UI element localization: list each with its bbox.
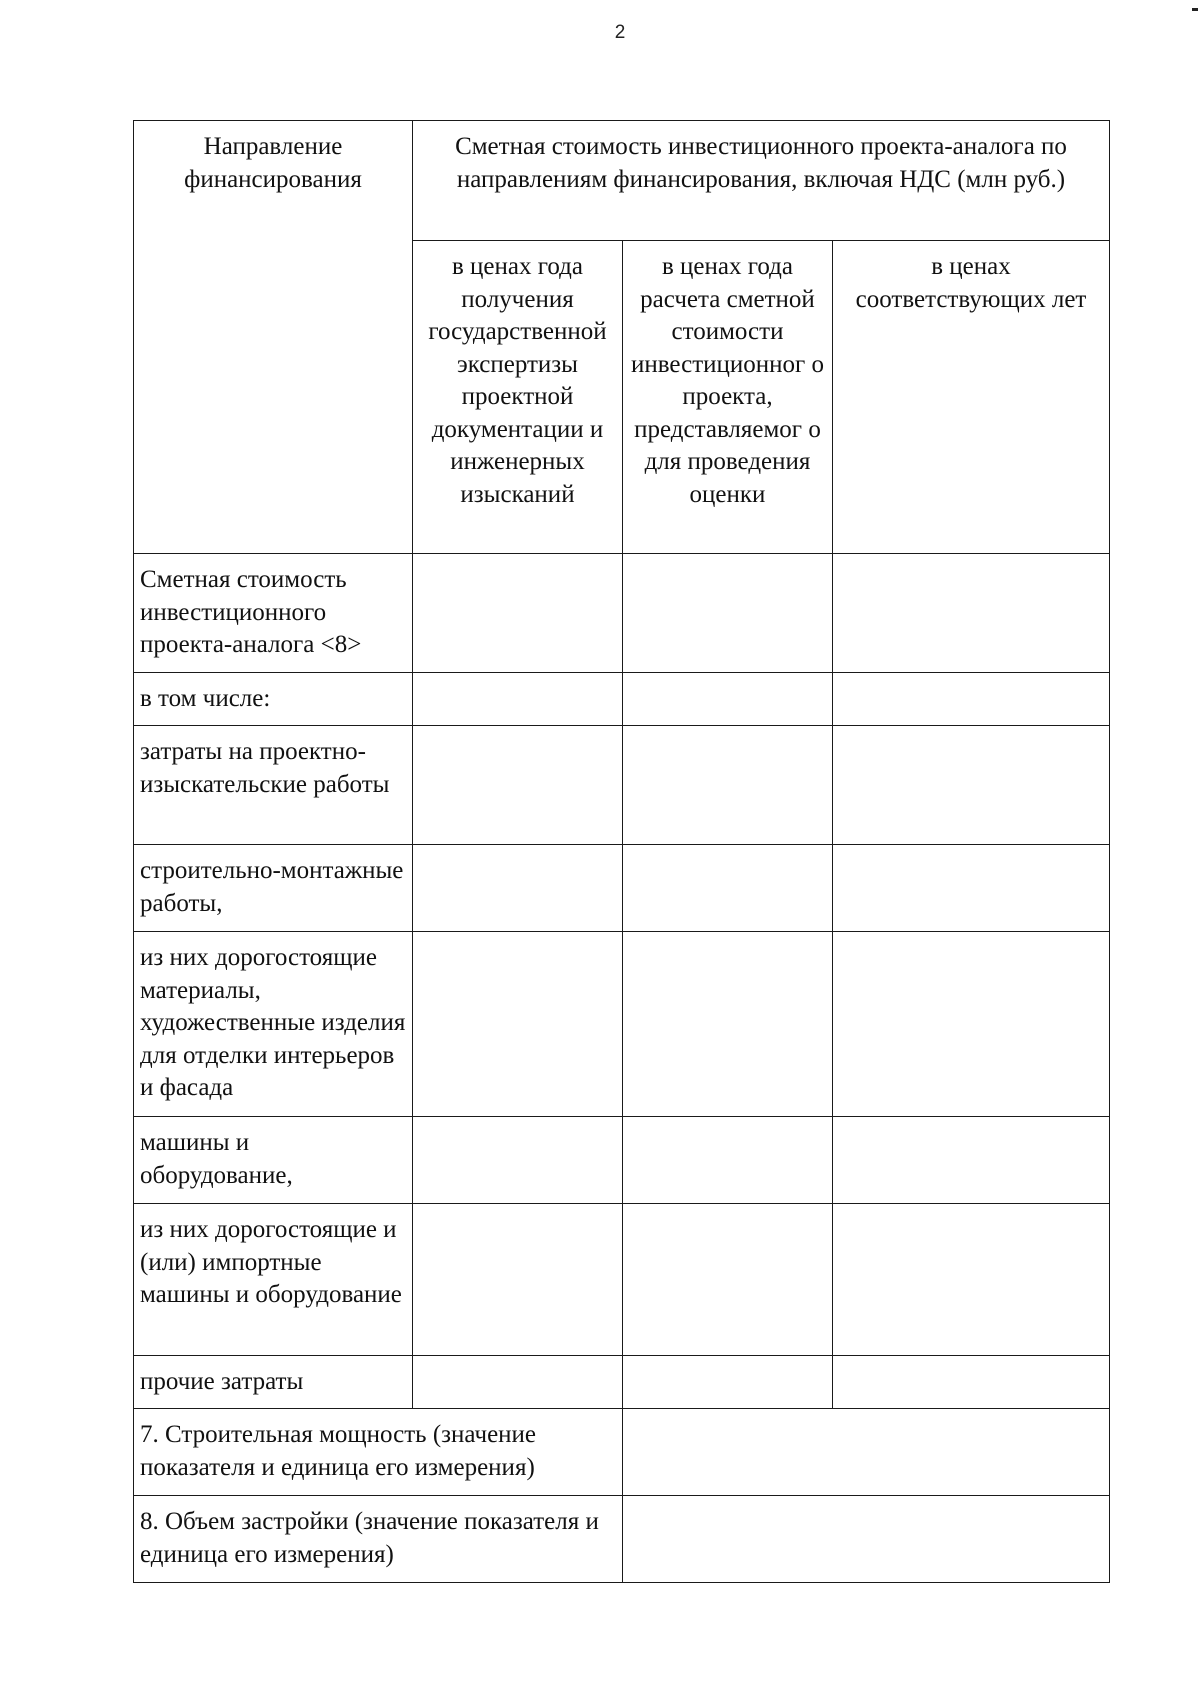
value-cell-calc[interactable] — [623, 845, 833, 932]
header-col-calc: в ценах года расчета сметной стоимости инвестиционног о проекта, представляемог о для проведения оценки — [623, 241, 833, 554]
table-row — [134, 1117, 1110, 1204]
value-cell-expertise[interactable] — [413, 554, 623, 673]
row-label: 8. Объем застройки (значение показателя и единица его измерения) — [134, 1496, 623, 1583]
table-row — [134, 726, 1110, 845]
row-label: в том числе: — [134, 673, 413, 726]
value-cell-calc[interactable] — [623, 726, 833, 845]
table-row — [134, 845, 1110, 932]
value-cell-current[interactable] — [833, 554, 1110, 673]
value-cell-current[interactable] — [833, 1204, 1110, 1356]
table-row — [134, 673, 1110, 726]
table-row-building-volume — [134, 1496, 1110, 1583]
value-cell-expertise[interactable] — [413, 932, 623, 1117]
value-cell-current[interactable] — [833, 1117, 1110, 1204]
value-cell-expertise[interactable] — [413, 1356, 623, 1409]
row-label: Сметная стоимость инвестиционного проекта-аналога <8> — [134, 554, 413, 673]
header-direction: Направление финансирования — [134, 121, 413, 554]
value-cell-current[interactable] — [833, 845, 1110, 932]
table-row — [134, 932, 1110, 1117]
value-cell-calc[interactable] — [623, 554, 833, 673]
row-label: из них дорогостоящие и (или) импортные машины и оборудование — [134, 1204, 413, 1356]
table-row-construction-capacity — [134, 1409, 1110, 1496]
value-cell-current[interactable] — [833, 932, 1110, 1117]
table-row — [134, 1356, 1110, 1409]
value-cell-calc[interactable] — [623, 1356, 833, 1409]
value-cell-expertise[interactable] — [413, 1117, 623, 1204]
table-row — [134, 554, 1110, 673]
row-label: из них дорогостоящие материалы, художественные изделия для отделки интерьеров и фасада — [134, 932, 413, 1117]
value-cell-current[interactable] — [833, 726, 1110, 845]
page-number: 2 — [614, 22, 626, 43]
row-label: 7. Строительная мощность (значение показателя и единица его измерения) — [134, 1409, 623, 1496]
value-cell-construction-capacity[interactable] — [623, 1409, 1110, 1496]
header-col-expertise: в ценах года получения государственной экспертизы проектной документации и инженерных изысканий — [413, 241, 623, 554]
header-col-current: в ценах соответствующих лет — [833, 241, 1110, 554]
value-cell-calc[interactable] — [623, 932, 833, 1117]
value-cell-current[interactable] — [833, 673, 1110, 726]
value-cell-expertise[interactable] — [413, 726, 623, 845]
value-cell-calc[interactable] — [623, 673, 833, 726]
value-cell-expertise[interactable] — [413, 845, 623, 932]
row-label: машины и оборудование, — [134, 1117, 413, 1204]
value-cell-current[interactable] — [833, 1356, 1110, 1409]
table-row — [134, 1204, 1110, 1356]
row-label: строительно-монтажные работы, — [134, 845, 413, 932]
row-label: затраты на проектно-изыскательские работы — [134, 726, 413, 845]
investment-cost-table — [133, 120, 1110, 1583]
row-label: прочие затраты — [134, 1356, 413, 1409]
value-cell-building-volume[interactable] — [623, 1496, 1110, 1583]
value-cell-expertise[interactable] — [413, 1204, 623, 1356]
value-cell-calc[interactable] — [623, 1117, 833, 1204]
value-cell-calc[interactable] — [623, 1204, 833, 1356]
header-row-1 — [134, 121, 1110, 241]
header-cost-group: Сметная стоимость инвестиционного проекта-аналога по направлениям финансирования, включая НДС (млн руб.) — [413, 121, 1110, 241]
value-cell-expertise[interactable] — [413, 673, 623, 726]
scan-mark — [1192, 8, 1198, 11]
